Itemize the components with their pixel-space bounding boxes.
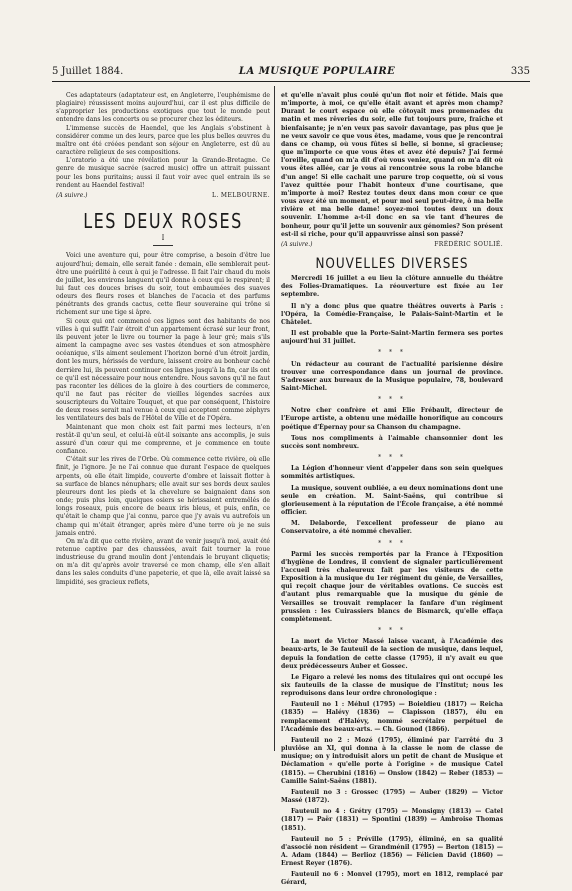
news-item: Parmi les succès remportés par la France à l'Exposition d'hygiène de Londres, il convient de signaler particulièrement l'accueil très chaleureux fait par les visiteurs de cette Exposition à la musique du 1er régiment du génie, de Versailles, qui reçoit chaque jour de véritables ovations. Ce succès est d'autant plus remarquable que la musique du génie de Versailles se trouvait remplacer la fanfare d'un régiment prussien : les Cuirassiers blancs de Bismarck, qu'elle effaça complètement. [281, 550, 503, 623]
separator-ornament: * * * [378, 454, 406, 462]
news-item: Mercredi 16 juillet a eu lieu la clôture annuelle du théâtre des Folies-Dramatiques. La réouverture est fixée au 1er septembre. [281, 275, 503, 299]
news-item: La Légion d'honneur vient d'appeler dans son sein quelques sommités artistiques. [281, 465, 503, 481]
news-item: M. Delaborde, l'excellent professeur de piano au Conservatoire, a été nommé chevalier. [281, 520, 503, 536]
news-item: La mort de Victor Massé laisse vacant, à l'Académie des beaux-arts, le 3e fauteuil de la section de musique, dans lequel, depuis la fondation de cette classe (1795), il n'y avait eu que deux prédécesseurs Auber et Gossec. [281, 638, 503, 670]
to-be-continued: (A suivre.) [281, 240, 313, 248]
news-item: Le Figaro a relevé les noms des titulaires qui ont occupé les six fauteuils de la classe de musique de l'Institut; nous les reproduisons dans leur ordre chronologique : [281, 673, 503, 698]
signature-line [281, 241, 503, 249]
news-item: Il est probable que la Porte-Saint-Martin fermera ses portes aujourd'hui 31 juillet. [281, 330, 503, 346]
paragraph: et qu'elle n'avait plus coulé qu'un flot noir et fétide. Mais que m'importe, à moi, ce qu'elle était avant et après mon champ? Durant le court espace où elle côtoyait mes promenades du matin et mes rêveries du soir, elle fut toujours pure, fraîche et bienfaisante; je n'en veux pas savoir davantage, pas plus que je ne veux savoir ce que vous êtes, madame, vous que je rencontrai dans ce champ, où vous fûtes si belle, si bonne, si gracieuse; que m'importe ce que vous êtes et avez été depuis? J'ai fermé l'oreille, quand on m'a dit d'où vous veniez, quand on m'a dit où vous êtes allée, car je vous ai rencontrée sous la robe blanche d'un ange! Si elle cachait une parure trop coquette, où si vous l'avez quittée pour l'habit honteux d'une courtisane, que m'importe à moi? Restez toutes deux dans mon cœur ce que vous avez été un moment, et pour moi seul peut-être, ô ma belle rivière et ma belle dame! soyez-moi toutes deux un doux souvenir. L'homme a-t-il donc en sa vie tant d'heures de bonheur, pour qu'il jette un souvenir aux génomies? Son présent est-il si riche, pour qu'il appauvrisse ainsi son passé? [281, 92, 503, 238]
separator-ornament: * * * [378, 627, 406, 635]
news-item: Fauteuil no 1 : Méhul (1795) — Boieldieu (1817) — Reicha (1835) — Halévy (1836) — Clapisson (1857), élu en remplacement d'Halévy, nommé secrétaire perpétuel de l'Académie des beaux-arts. — Ch. Gounod (1866). [281, 701, 503, 733]
paragraph: On m'a dit que cette rivière, avant de venir jusqu'à moi, avait été retenue captive par des chaussées, avait fait tourner la roue industrieuse du grand moulin dont j'entendais le bruyant cliquetis; on m'a dit qu'après avoir traversé ce mon champ, elle s'en allait dans les sales conduits d'une papeterie, et que là, elle avait laissé sa limpidité, ses gracieux reflets, [56, 537, 270, 586]
issue-date: 5 Juillet 1884. [52, 66, 124, 77]
separator-ornament: * * * [378, 349, 406, 357]
news-item: Un rédacteur au courant de l'actualité parisienne désire trouver une correspondance dans un journal de province. S'adresser aux bureaux de la Musique populaire, 78, boulevard Saint-Michel. [281, 360, 503, 392]
chapter-rule [153, 245, 173, 246]
paragraph: Ces adaptateurs (adaptateur est, en Angleterre, l'euphémisme de plagiaire) réussissent moins aujourd'hui, car il est plus difficile de s'approprier les productions exotiques que tout le monde peut entendre dans les concerts ou se procurer chez les éditeurs. [56, 92, 270, 124]
news-item: Notre cher confrère et ami Elie Frébault, directeur de l'Europe artiste, a obtenu une médaille honorifique au concours poétique d'Épernay pour sa Chanson du champagne. [281, 407, 503, 431]
right-column [281, 92, 503, 891]
news-item: Tous nos compliments à l'aimable chansonnier dont les succès sont nombreux. [281, 434, 503, 450]
separator-ornament: * * * [378, 396, 406, 404]
page-number: 335 [510, 66, 530, 77]
journal-title: LA MUSIQUE POPULAIRE [238, 66, 396, 77]
header-rule [52, 81, 530, 82]
news-item: Fauteuil no 3 : Grossec (1795) — Auber (1829) — Victor Massé (1872). [281, 788, 503, 805]
author-name: FRÉDÉRIC SOULIÉ. [434, 240, 503, 248]
column-rule [274, 86, 275, 751]
paragraph: Si ceux qui ont commencé ces lignes sont des habitants de nos villes à qui suffit l'air étroit d'un appartement écrasé sur leur front, ils peuvent jeter le livre ou tourner la page à leur gré; mais s'ils aiment la campagne avec ses vastes étendues et son atmosphère océanique, s'ils aiment seulement l'horizon borné d'un étroit jardin, dont les murs, hérissés de verdure, laissent croire au bonheur caché derrière lui, ils peuvent continuer ces lignes jusqu'à la fin, car ils ont ce qu'il est nécessaire pour nous entendre. Nous savons qu'il ne faut pas raconter les délices de la gloire à des courtiers de commerce, qu'il ne faut pas réciter de vieilles légendes sacrées aux souscripteurs du Voltaire Touquet, et que par conséquent, l'histoire de deux roses serait mal venue à ceux qui acceptent comme zéphyrs les ventilateurs des bals de l'Hôtel de Ville et de l'Opéra. [56, 317, 270, 423]
paragraph: L'oratorio a été une révélation pour la Grande-Bretagne. Ce genre de musique sacrée (sacred music) offre un attrait puissant pour les bons puritains; aussi il faut voir avec quel entrain ils se rendent au Haendel festival! [56, 157, 270, 189]
paragraph: Voici une aventure qui, pour être comprise, a besoin d'être lue aujourd'hui; demain, elle serait fanée : demain, elle semblerait peut-être une puérilité à ceux à qui je l'adresse. Il fait l'air chaud du mois de juillet, les environs languent qu'il donne à ceux qui le respirent; il lui faut ces douces brises du soir, tout embaumées des suaves odeurs des fleurs roses et blanches de l'acacia et des parfums pénétrants des grands cactus, cette fleur souveraine qui trône si richement sur une tige si âpre. [56, 252, 270, 317]
paragraph: C'était sur les rives de l'Orbe. Où commence cette rivière, où elle finit, je l'ignore. Je ne l'ai connue que durant l'espace de quelques arpents, où elle était limpide, couverte d'ombre et laissait flotter à sa surface de blancs nénuphars; elle avait sur ses bords deux saules pleureurs dont les pieds et la chevelure se baignaient dans son onde; puis plus loin, quelques osiers se hérissaient entremêlés de longs roseaux, puis encore de beaux iris bleus, et puis, enfin, ce qu'était le champ que j'ai connu, parce que j'y avais vu autrefois un champ qui m'était étranger, après mère d'une terre où je ne suis jamais entré. [56, 456, 270, 537]
news-item: Fauteuil no 5 : Préville (1795), éliminé, en sa qualité d'associé non résident — Grandménil (1795) — Berton (1815) — A. Adam (1844) — Berlioz (1856) — Félicien David (1860) — Ernest Reyer (1876). [281, 835, 503, 868]
section-title: NOUVELLES DIVERSES [315, 254, 469, 272]
signature-line [56, 192, 270, 200]
page-header [52, 66, 530, 77]
chapter-number: I [161, 234, 165, 243]
news-item: Fauteuil no 2 : Mozé (1795), éliminé par l'arrêté du 3 pluviôse an XI, qui donna à la classe le nom de classe de musique; on y introduisit alors un petit de chant de Musique et Déclamation « qu'elle porte à l'origine » de musique Catel (1815). — Cherubini (1816) — Onslow (1842) — Reber (1853) — Camille Saint-Saëns (1881). [281, 736, 503, 785]
paragraph: Maintenant que mon choix est fait parmi mes lecteurs, n'en restât-il qu'un seul, et celui-là eût-il soixante ans accomplis, je suis assuré d'un cœur qui me comprenne, et je commence en toute confiance. [56, 423, 270, 456]
news-item: Fauteuil no 4 : Grétry (1795) — Monsigny (1813) — Catel (1817) — Paër (1831) — Spontini (1839) — Ambroise Thomas (1851). [281, 808, 503, 832]
left-column [56, 92, 270, 587]
to-be-continued: (A suivre.) [56, 191, 88, 199]
separator-ornament: * * * [378, 539, 406, 547]
news-item: Il n'y a donc plus que quatre théâtres ouverts à Paris : l'Opéra, la Comédie-Française, le Palais-Saint-Martin et le Châtelet. [281, 302, 503, 326]
paragraph: L'immense succès de Haendel, que les Anglais s'obstinent à considérer comme un des leurs, parce que les plus belles œuvres du maître ont été créées pendant son séjour en Angleterre, est dû au caractère religieux de ses compositions. [56, 124, 270, 157]
news-item: Fauteuil no 6 : Monvel (1795), mort en 1812, remplacé par Gérard, [281, 871, 503, 887]
news-item: La musique, souvent oubliée, a eu deux nominations dont une seule en création. M. Saint-Saëns, qui contribue si glorieusement à la réputation de l'École française, a été nommé officier. [281, 484, 503, 517]
story-title: LES DEUX ROSES [83, 209, 243, 234]
author-name: L. MELBOURNE. [211, 191, 270, 199]
